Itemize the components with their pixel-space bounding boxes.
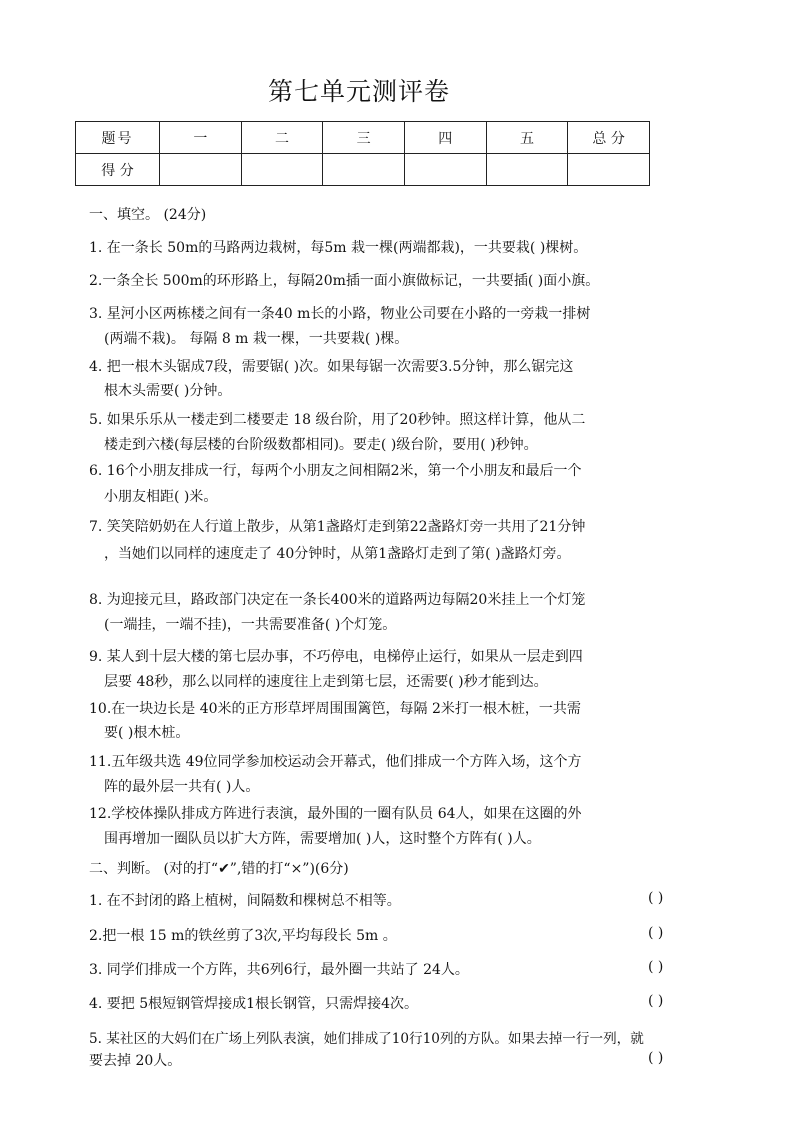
score-table-score-row: [76, 154, 650, 186]
judge-item-5-line-2: 要去掉 20人。: [89, 1053, 182, 1069]
judge-answer-paren-1[interactable]: ( ): [648, 890, 664, 906]
judge-answer-paren-2[interactable]: ( ): [648, 925, 664, 941]
q8-line-1: 8. 为迎接元旦，路政部门决定在一条长400米的道路两边每隔20米挂上一个灯笼: [89, 592, 586, 608]
q12-line-1: 12.学校体操队排成方阵进行表演，最外围的一圈有队员 64人，如果在这圈的外: [89, 806, 582, 822]
score-cell-5[interactable]: [486, 154, 568, 186]
header-total: 总 分: [568, 122, 650, 154]
section2-heading: 二、判断。 (对的打“✔”,错的打“×”)(6分): [89, 861, 349, 877]
judge-answer-paren-4[interactable]: ( ): [648, 993, 664, 1009]
judge-item-2: 2.把一根 15 m的铁丝剪了3次,平均每段长 5m 。: [89, 928, 397, 944]
judge-answer-paren-5[interactable]: ( ): [648, 1050, 664, 1066]
score-table: [75, 121, 650, 186]
q4-line-1: 4. 把一根木头锯成7段，需要锯( )次。如果每锯一次需要3.5分钟，那么锯完这: [89, 359, 574, 375]
q12-line-2: 围再增加一圈队员以扩大方阵，需要增加( )人，这时整个方阵有( )人。: [104, 831, 541, 847]
section1-heading: 一、填空。 (24分): [89, 207, 207, 223]
judge-item-3: 3. 同学们排成一个方阵，共6列6行，最外圈一共站了 24人。: [89, 962, 469, 978]
q3-line-1: 3. 星河小区两栋楼之间有一条40 m长的小路，物业公司要在小路的一旁栽一排树: [89, 306, 591, 322]
q10-line-1: 10.在一块边长是 40米的正方形草坪周围围篱笆，每隔 2米打一根木桩，一共需: [89, 701, 581, 717]
score-cell-1[interactable]: [160, 154, 242, 186]
q5-line-1: 5. 如果乐乐从一楼走到二楼要走 18 级台阶，用了20秒钟。照这样计算，他从二: [89, 412, 586, 428]
score-cell-4[interactable]: [404, 154, 486, 186]
q5-line-2: 楼走到六楼(每层楼的台阶级数都相同)。要走( )级台阶，要用( )秒钟。: [104, 437, 538, 453]
q6-line-1: 6. 16个小朋友排成一行，每两个小朋友之间相隔2米，第一个小朋友和最后一个: [89, 463, 582, 479]
q2-line: 2.一条全长 500m的环形路上，每隔20m插一面小旗做标记，一共要插( )面小旗。: [89, 273, 600, 289]
judge-answer-paren-3[interactable]: ( ): [648, 959, 664, 975]
header-part-3: 三: [323, 122, 405, 154]
q9-line-1: 9. 某人到十层大楼的第七层办事，不巧停电，电梯停止运行，如果从一层走到四: [89, 649, 583, 665]
q1-line: 1. 在一条长 50m的马路两边栽树，每5m 栽一棵(两端都栽)，一共要栽( )棵树。: [89, 240, 588, 256]
q7-line-2: ，当她们以同样的速度走了 40分钟时，从第1盏路灯走到了第( )盏路灯旁。: [104, 546, 571, 562]
header-part-1: 一: [160, 122, 242, 154]
score-cell-total[interactable]: [568, 154, 650, 186]
q9-line-2: 层要 48秒，那么以同样的速度往上走到第七层，还需要( )秒才能到达。: [104, 674, 548, 690]
q10-line-2: 要( )根木桩。: [104, 725, 190, 741]
header-question-number: 题号: [76, 122, 160, 154]
q8-line-2: (一端挂，一端不挂)，一共需要准备( )个灯笼。: [104, 617, 397, 633]
judge-item-5-line-1: 5. 某社区的大妈们在广场上列队表演，她们排成了10行10列的方队。如果去掉一行一列，就: [89, 1031, 644, 1047]
page-title: 第七单元测评卷: [267, 77, 450, 106]
q3-line-2: (两端不栽)。 每隔 8 m 栽一棵，一共要栽( )棵。: [104, 331, 409, 347]
q7-line-1: 7. 笑笑陪奶奶在人行道上散步，从第1盏路灯走到第22盏路灯旁一共用了21分钟: [89, 519, 586, 535]
header-part-4: 四: [404, 122, 486, 154]
row-label-score: 得 分: [76, 154, 160, 186]
q11-line-2: 阵的最外层一共有( )人。: [104, 779, 260, 795]
header-part-2: 二: [241, 122, 323, 154]
judge-item-1: 1. 在不封闭的路上植树，间隔数和棵树总不相等。: [89, 893, 401, 909]
q6-line-2: 小朋友相距( )米。: [104, 489, 218, 505]
header-part-5: 五: [486, 122, 568, 154]
judge-item-4: 4. 要把 5根短钢管焊接成1根长钢管，只需焊接4次。: [89, 996, 418, 1012]
score-cell-2[interactable]: [241, 154, 323, 186]
score-table-header-row: [76, 122, 650, 154]
q11-line-1: 11.五年级共选 49位同学参加校运动会开幕式，他们排成一个方阵入场，这个方: [89, 754, 582, 770]
q4-line-2: 根木头需要( )分钟。: [104, 383, 232, 399]
score-cell-3[interactable]: [323, 154, 405, 186]
